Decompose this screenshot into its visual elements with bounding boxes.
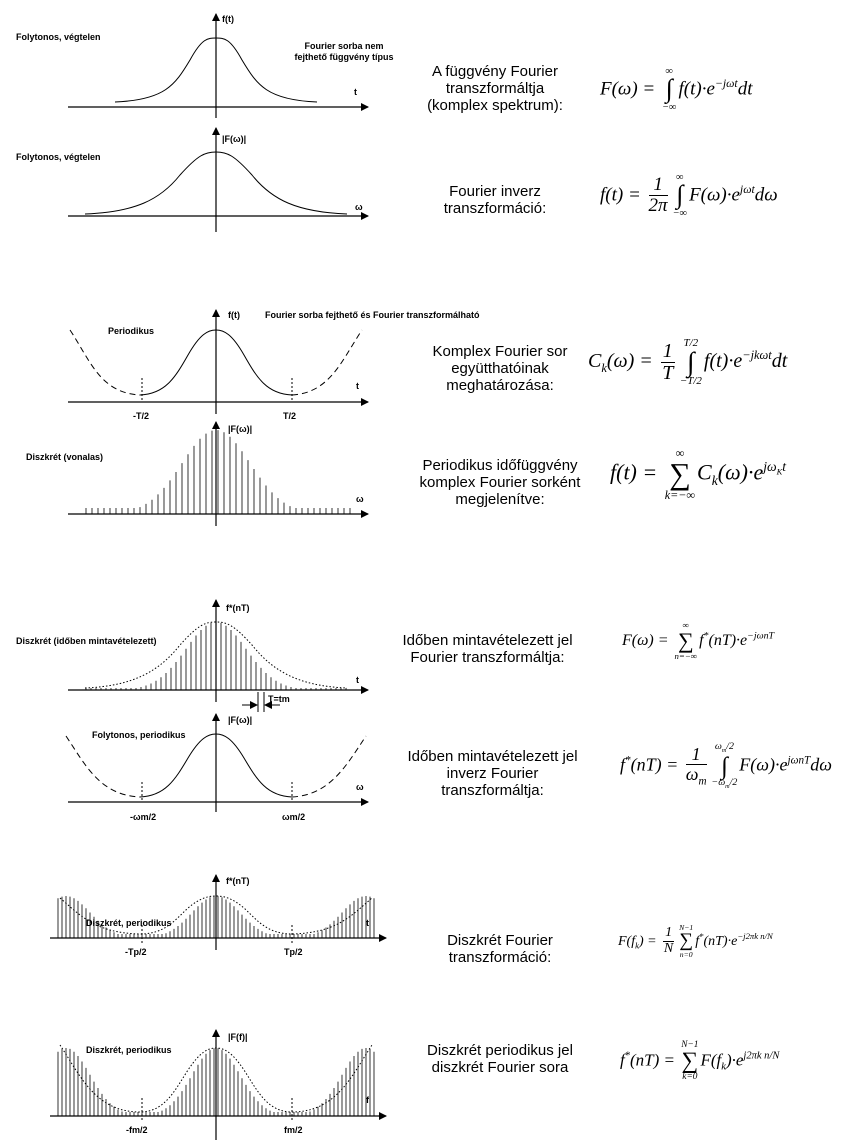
plot-5-desc: Diszkrét (időben mintavételezett) [16, 636, 157, 646]
equation-7: $F(f_k)$ = $\frac{1}{N}$ N−1 ∑ $n=0f^*(nT)\cdot e^{-j2\pi k n/N}$ [618, 923, 773, 959]
plot-5-sampled-time [68, 600, 368, 712]
plot-2-desc: Folytonos, végtelen [16, 152, 101, 162]
equation-4: f(t) = ∞ ∑ $k=-\infty C_k(\omega)\cdot e^{j\omega_Kt}$ [610, 446, 787, 503]
description-inverse-transform: Fourier inverz transzformáció: [443, 183, 547, 217]
tick-label-right: ωm/2 [282, 812, 306, 822]
period-label: T=tm [268, 694, 290, 704]
dashed-right-period [292, 736, 366, 797]
y-axis-label: f(t) [222, 14, 234, 24]
y-axis-label: f(t) [228, 310, 240, 320]
plot-7-discrete-periodic-time [50, 875, 386, 957]
plot-3-desc: Periodikus [108, 326, 155, 336]
plot-7-desc: Diszkrét, periodikus [86, 918, 172, 928]
plot-8-desc: Diszkrét, periodikus [86, 1045, 172, 1055]
tick-label-left: -fm/2 [126, 1125, 148, 1135]
x-axis-label: t [356, 381, 359, 391]
tick-label-right: T/2 [283, 411, 297, 421]
x-axis-label: t [366, 918, 369, 928]
x-axis-label: ω [355, 202, 363, 212]
description-sampled-inverse: Időben mintavételezett jel inverz Fourier transzformáltja: [407, 748, 578, 799]
spectral-lines [86, 430, 350, 514]
equation-6: f*(nT) = $\frac{1}{\omega_m}$ $\omega_m/2$ ∫ $-\omega_m/2F(\omega)\cdot e^{j\omega nT}d\omega$ [620, 741, 832, 791]
equation-3: $C_k(\omega)$ = $\frac{1}{T}$ T/2 ∫ $-T/2f(t)\cdot e^{-jk\omega t}dt$ [588, 337, 788, 388]
description-sampled-transform: Időben mintavételezett jel Fourier transzformáltja: [402, 632, 573, 666]
plot-6-desc: Folytonos, periodikus [92, 730, 186, 740]
equation-1: F(ω) = ∞ ∫ $-\infty f(t)\cdot e^{-j\omega t}dt$ [600, 66, 753, 114]
equation-2: f(t) = $\frac{1}{2\pi}$ ∞ ∫ $-\infty F(\omega)\cdot e^{j\omega t}d\omega$ [600, 172, 778, 220]
equation-5: F(ω) = ∞ ∑ $n=-\infty f^*(nT)\cdot e^{-j\omega nT}$ [622, 620, 775, 661]
tick-label-right: Tp/2 [284, 947, 303, 957]
plot-1-note: Fourier sorba nem fejthető függvény típus [294, 41, 394, 62]
dashed-right-period [292, 330, 362, 395]
tick-label-left: -Tp/2 [125, 947, 147, 957]
description-fourier-coefficients: Komplex Fourier sor együtthatóinak meghatározása: [432, 343, 568, 394]
tick-label-right: fm/2 [284, 1125, 303, 1135]
y-axis-label: |F(f)| [228, 1032, 248, 1042]
plot-4-desc: Diszkrét (vonalas) [26, 452, 104, 462]
plot-2-continuous-spectrum [68, 128, 368, 232]
x-axis-label: f [366, 1095, 369, 1105]
tick-label-left: -ωm/2 [130, 812, 157, 822]
y-axis-label: |F(ω)| [228, 715, 253, 725]
y-axis-label: |F(ω)| [222, 134, 247, 144]
dashed-left-period [70, 330, 140, 395]
tick-label-left: -T/2 [133, 411, 150, 421]
description-discrete-fourier-series: Diszkrét periodikus jel diszkrét Fourier sora [427, 1042, 573, 1076]
equation-8: f*(nT) = N−1 ∑ $k=0F(f_k)\cdot e^{j2\pi k n/N}$ [620, 1040, 780, 1083]
y-axis-label: |F(ω)| [228, 424, 253, 434]
plot-1-continuous-time [68, 14, 368, 118]
plot-3-note: Fourier sorba fejthető és Fourier transzformálható [265, 310, 480, 320]
plot-1-desc: Folytonos, végtelen [16, 32, 101, 42]
y-axis-label: f*(nT) [226, 603, 250, 613]
plot-4-line-spectrum [68, 422, 368, 526]
description-fourier-transform: A függvény Fourier transzformáltja (komplex spektrum): [427, 63, 563, 114]
x-axis-label: ω [356, 782, 364, 792]
x-axis-label: t [354, 87, 357, 97]
x-axis-label: ω [356, 494, 364, 504]
description-fourier-series: Periodikus időfüggvény komplex Fourier sorként megjelenítve: [419, 457, 581, 508]
x-axis-label: t [356, 675, 359, 685]
y-axis-label: f*(nT) [226, 876, 250, 886]
description-dft: Diszkrét Fourier transzformáció: [447, 932, 553, 966]
sample-lines [86, 622, 346, 690]
dashed-left-period [66, 736, 140, 797]
